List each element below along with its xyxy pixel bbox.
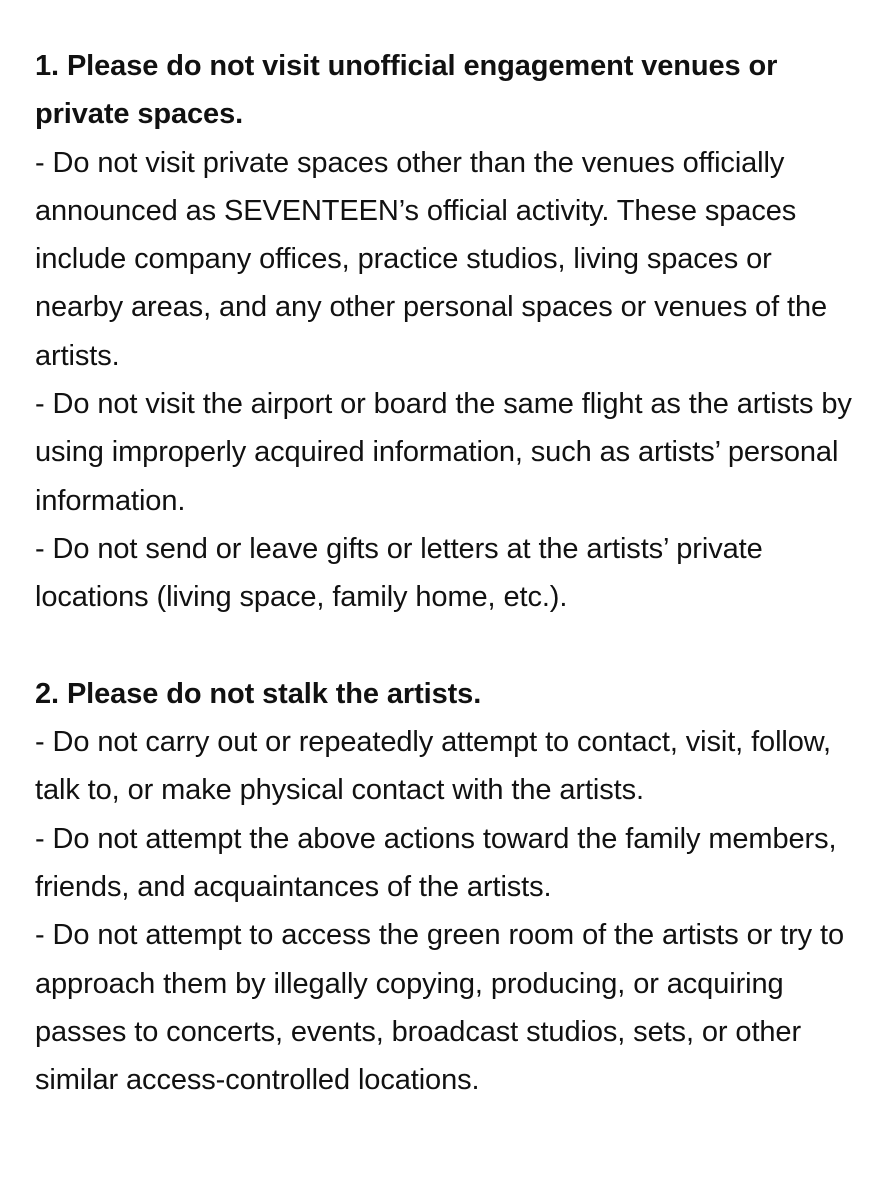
rule-item: - Do not attempt to access the green room of the artists or try to approach them by illegally copying, producing, or acquiring passes to concerts, events, broadcast studios, sets, or other similar access-controlled locations. <box>35 919 844 1097</box>
notice-document <box>35 42 865 1105</box>
section-title: 1. Please do not visit unofficial engagement venues or private spaces. <box>35 50 778 131</box>
rule-item: - Do not visit the airport or board the same flight as the artists by using improperly acquired information, such as artists’ personal information. <box>35 388 852 517</box>
section-title: 2. Please do not stalk the artists. <box>35 677 482 710</box>
rule-item: - Do not send or leave gifts or letters at the artists’ private locations (living space, family home, etc.). <box>35 532 763 614</box>
section-stalking <box>35 670 865 1105</box>
rule-item: - Do not visit private spaces other than the venues officially announced as SEVENTEEN’s official activity. These spaces include company offices, practice studios, living spaces or nearby areas, and any other personal spaces or venues of the artists. <box>35 146 828 372</box>
rule-item: - Do not attempt the above actions toward the family members, friends, and acquaintances of the artists. <box>35 822 837 904</box>
rule-item: - Do not carry out or repeatedly attempt to contact, visit, follow, talk to, or make physical contact with the artists. <box>35 726 831 807</box>
section-private-spaces <box>35 42 865 622</box>
